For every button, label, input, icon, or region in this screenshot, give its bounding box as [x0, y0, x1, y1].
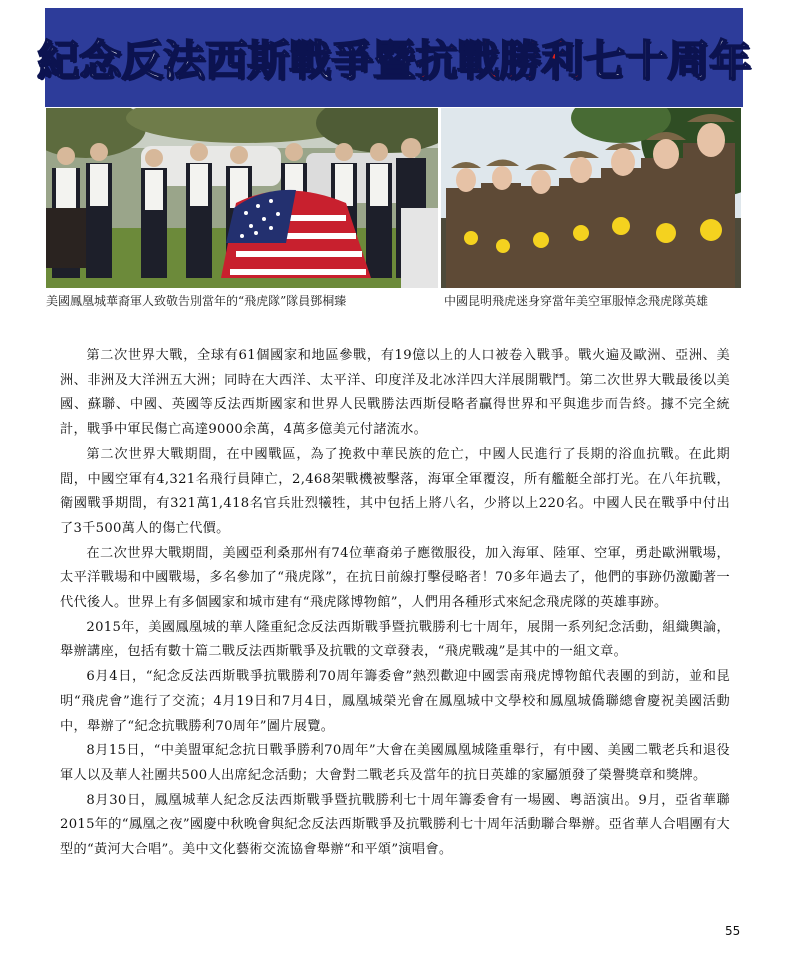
paragraph-5: 6月4日，“紀念反法西斯戰爭抗戰勝利70周年籌委會”熱烈歡迎中國雲南飛虎博物館代表團的到訪，並和昆明“飛虎會”進行了交流；4月19日和7月4日，鳳凰城榮光會在鳳凰城中文學校和鳳凰城僑聯總會慶祝美國活動中，舉辦了“紀念抗戰勝利70周年”圖片展覽。	[60, 669, 730, 734]
paragraph-1: 第二次世界大戰，全球有61個國家和地區參戰，有19億以上的人口被卷入戰爭。戰火遍及歐洲、亞洲、美洲、非洲及大洋洲五大洲；同時在大西洋、太平洋、印度洋及北冰洋四大洋展開戰鬥。第二次世界大戰最後以美國、蘇聯、中國、英國等反法西斯國家和世界人民戰勝法西斯侵略者贏得世界和平與進步而告終。據不完全統計，戰爭中軍民傷亡高達9000余萬，4萬多億美元付諸流水。	[60, 348, 730, 438]
title-banner	[36, 8, 752, 107]
paragraph-4: 2015年，美國鳳凰城的華人隆重紀念反法西斯戰爭暨抗戰勝利七十周年，展開一系列紀念活動，組織輿論，舉辦講座，包括有數十篇二戰反法西斯戰爭及抗戰的文章發表，“飛虎戰魂”是其中的一組文章。	[60, 619, 730, 660]
page-number: 55	[725, 924, 741, 938]
photo-veterans-salute	[46, 108, 438, 288]
photo-flying-tigers-fans	[441, 108, 741, 288]
photo-veterans-salute-image	[46, 108, 438, 288]
paragraph-7: 8月30日，鳳凰城華人紀念反法西斯戰爭暨抗戰勝利七十周年籌委會有一場國、粵語演出。9月，亞省華聯2015年的“鳳凰之夜”國慶中秋晚會與紀念反法西斯戰爭及抗戰勝利七十周年活動聯合舉辦。亞省華人合唱團有大型的“黃河大合唱”。美中文化藝術交流協會舉辦“和平頌”演唱會。	[60, 792, 730, 858]
title-part-2-highlight: 抗戰勝利	[415, 35, 584, 85]
paragraph-2: 第二次世界大戰期間，在中國戰區，為了挽救中華民族的危亡，中國人民進行了長期的浴血抗戰。在此期間，中國空軍有4,321名飛行員陣亡，2,468架戰機被擊落，海軍全軍覆沒，所有艦艇全部打光。在八年抗戰，衛國戰爭期間，有321萬1,418名官兵壯烈犧牲，其中包括上將八名，少將以上220名。中國人民在戰爭中付出了3千500萬人的傷亡代價。	[60, 446, 730, 536]
paragraph-3: 在二次世界大戰期間，美國亞利桑那州有74位華裔弟子應徵服役，加入海軍、陸軍、空軍，勇赴歐洲戰場，太平洋戰場和中國戰場，多名參加了“飛虎隊”，在抗日前線打擊侵略者！70多年過去了，他們的事跡仍激勵著一代代後人。世界上有多個國家和城市建有“飛虎隊博物館”，人們用各種形式來紀念飛虎隊的英雄事跡。	[60, 545, 730, 611]
photo-caption-left: 美國鳳凰城華裔軍人致敬告別當年的“飛虎隊”隊員鄧桐臻	[46, 294, 347, 308]
title-part-1: 紀念反法西斯戰爭暨	[36, 35, 415, 85]
page-title	[37, 28, 751, 88]
photo-flying-tigers-fans-image	[441, 108, 741, 288]
article-body	[60, 344, 730, 863]
photo-caption-right: 中國昆明飛虎迷身穿當年美空軍服悼念飛虎隊英雄	[444, 294, 709, 308]
paragraph-6: 8月15日，“中美盟軍紀念抗日戰爭勝利70周年”大會在美國鳳凰城隆重舉行，有中國、美國二戰老兵和退役軍人以及華人社團共500人出席紀念活動；大會對二戰老兵及當年的抗日英雄的家屬頒發了榮譽獎章和獎牌。	[60, 743, 730, 783]
title-part-3: 七十周年	[583, 35, 752, 85]
